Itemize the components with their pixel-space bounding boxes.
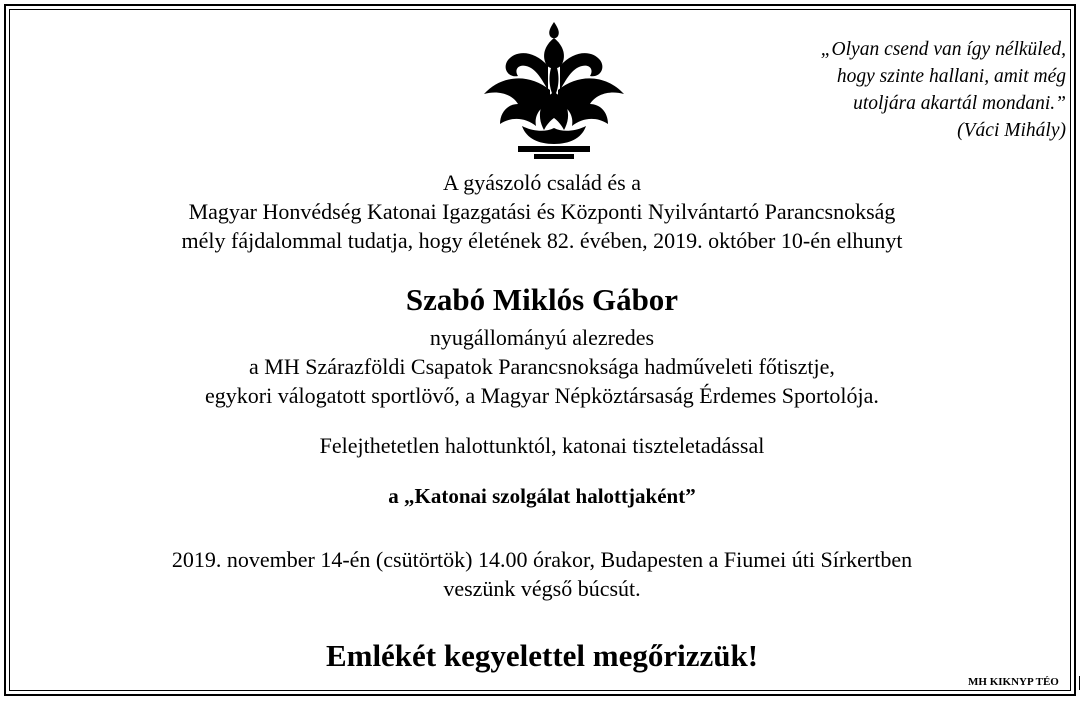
quote-author: (Váci Mihály): [957, 120, 1066, 141]
farewell-line: Felejthetetlen halottunktól, katonai tiszteletadással: [319, 433, 765, 458]
deceased-rank: nyugállományú alezredes: [429, 325, 655, 350]
quote-line-3: utoljára akartál mondani.”: [853, 93, 1066, 114]
ceremony-line-1: 2019. november 14-én (csütörtök) 14.00 órakor, Budapesten a Fiumei úti Sírkertben: [171, 547, 913, 572]
farewell-status: a „Katonai szolgálat halottjaként”: [388, 484, 696, 508]
quote-line-2: hogy szinte hallani, amit még: [836, 66, 1066, 87]
org-footer: MH KIKNYP TÉO: [968, 676, 1059, 688]
intro-line-3: mély fájdalommal tudatja, hogy életének 82. évében, 2019. október 10-én elhunyt: [181, 228, 903, 253]
deceased-honors: egykori válogatott sportlövő, a Magyar Népköztársaság Érdemes Sportolója.: [205, 383, 879, 408]
closing-line: Emlékét kegyelettel megőrizzük!: [325, 638, 759, 673]
deceased-details: [12, 323, 1072, 410]
intro-line-1: A gyászoló család és a: [443, 170, 641, 195]
deceased-name: Szabó Miklós Gábor: [405, 282, 679, 317]
quote-block: [726, 36, 1066, 144]
intro-line-2: Magyar Honvédség Katonai Igazgatási és Központi Nyilvántartó Parancsnokság: [188, 199, 896, 224]
fleur-ornament-icon: [478, 20, 630, 160]
ceremony-line-2: veszünk végső búcsút.: [443, 576, 641, 601]
quote-line-1: „Olyan csend van így nélküled,: [820, 39, 1066, 60]
ceremony-block: [12, 545, 1072, 603]
deceased-position: a MH Szárazföldi Csapatok Parancsnoksága hadműveleti főtisztje,: [249, 354, 835, 379]
intro-block: [12, 168, 1072, 255]
org-footer-divider: [1079, 676, 1080, 690]
